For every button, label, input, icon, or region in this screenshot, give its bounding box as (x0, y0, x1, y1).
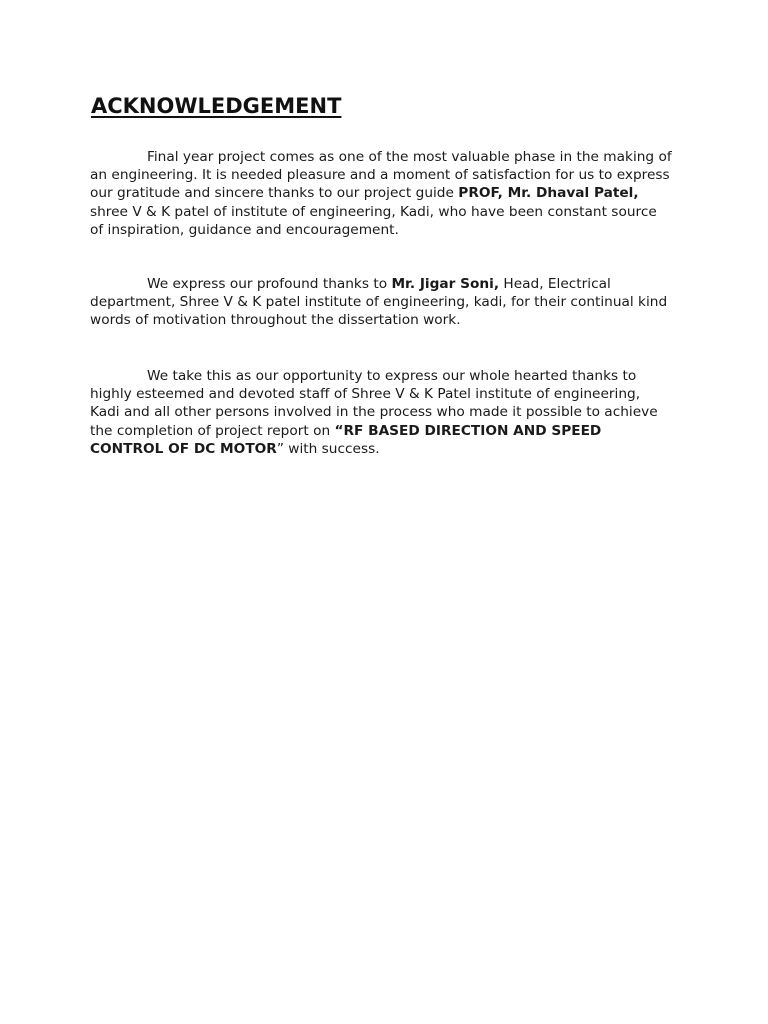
text-run: We take this as our opportunity to express our whole hearted thanks to (147, 368, 637, 384)
paragraph-line: an engineering. It is needed pleasure and a moment of satisfaction for us to express (90, 167, 670, 184)
paragraph-line (90, 184, 690, 202)
paragraph-guide-thanks (90, 148, 690, 239)
paragraph-line (90, 367, 690, 385)
text-run: Final year project comes as one of the most valuable phase in the making of (147, 149, 672, 165)
paragraph-line: shree V & K patel of institute of engineering, Kadi, who have been constant source (90, 203, 657, 220)
paragraph-line (90, 440, 690, 458)
guide-name: PROF, Mr. Dhaval Patel, (458, 185, 639, 202)
hod-name: Mr. Jigar Soni, (391, 276, 500, 292)
text-run: Head, Electrical (499, 276, 611, 292)
paragraph-line: words of motivation throughout the dissertation work. (90, 312, 461, 329)
paragraph-line: highly esteemed and devoted staff of Shree V & K Patel institute of engineering, (90, 386, 641, 403)
project-title-part1: “RF BASED DIRECTION AND SPEED (334, 422, 602, 439)
paragraph-hod-thanks (90, 275, 690, 330)
page-title: ACKNOWLEDGEMENT (91, 94, 342, 118)
text-run: the completion of project report on (90, 422, 335, 439)
text-run: our gratitude and sincere thanks to our project guide (90, 185, 459, 202)
paragraph-line: Kadi and all other persons involved in the process who made it possible to achieve (90, 404, 658, 421)
text-run: ” with success. (276, 440, 380, 457)
text-run: We express our profound thanks to (147, 276, 392, 292)
paragraph-line (90, 422, 690, 440)
paragraph-line: department, Shree V & K patel institute of engineering, kadi, for their continual kind (90, 294, 668, 311)
paragraph-line: of inspiration, guidance and encouragement. (90, 221, 399, 238)
project-title-part2: CONTROL OF DC MOTOR (90, 440, 277, 457)
paragraph-line (90, 275, 690, 293)
paragraph-staff-thanks (90, 367, 690, 458)
paragraph-line (90, 148, 690, 166)
